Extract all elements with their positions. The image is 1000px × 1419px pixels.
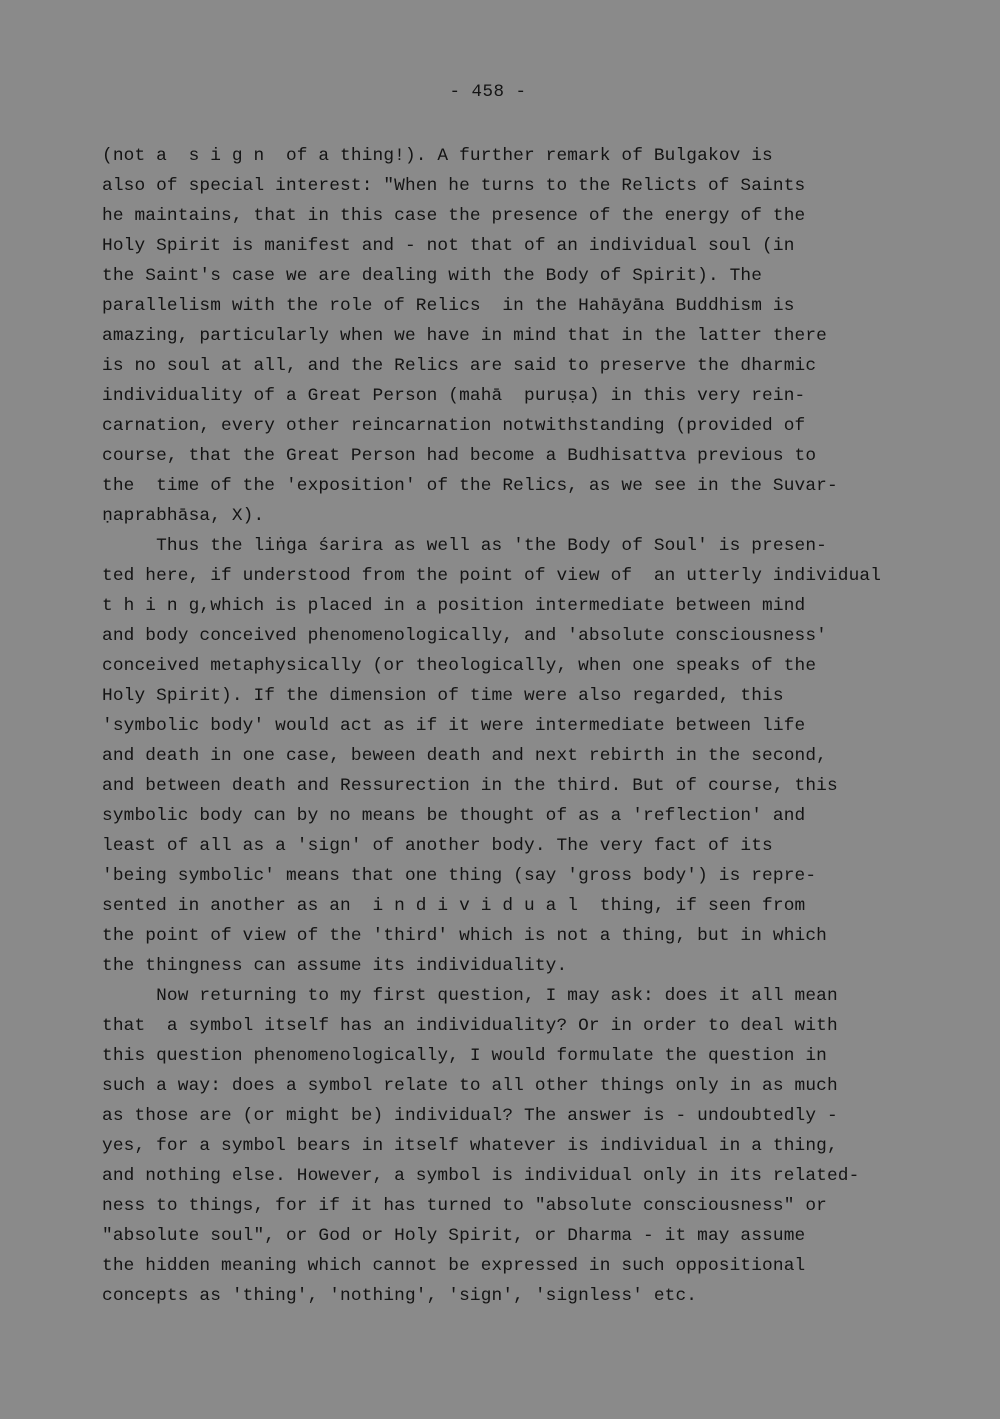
text-line: 'symbolic body' would act as if it were intermediate between life [102, 716, 806, 736]
page-number: - 458 - [449, 82, 527, 102]
text-line: the time of the 'exposition' of the Relics, as we see in the Suvar- [102, 476, 838, 496]
text-line: this question phenomenologically, I would formulate the question in [102, 1046, 827, 1066]
text-line: ness to things, for if it has turned to "absolute consciousness" or [102, 1196, 827, 1216]
text-line: t h i n g,which is placed in a position intermediate between mind [102, 596, 806, 616]
text-line: ted here, if understood from the point of view of an utterly individual [102, 566, 882, 586]
text-line: that a symbol itself has an individuality? Or in order to deal with [102, 1016, 838, 1036]
text-line: Thus the liṅga śarira as well as 'the Body of Soul' is presen- [102, 536, 827, 556]
text-line: concepts as 'thing', 'nothing', 'sign', 'signless' etc. [102, 1286, 698, 1306]
text-line: 'being symbolic' means that one thing (say 'gross body') is repre- [102, 866, 817, 886]
text-line: individuality of a Great Person (mahā puruṣa) in this very rein- [102, 386, 806, 406]
text-line: "absolute soul", or God or Holy Spirit, or Dharma - it may assume [102, 1226, 806, 1246]
text-line: such a way: does a symbol relate to all other things only in as much [102, 1076, 838, 1096]
text-line: is no soul at all, and the Relics are said to preserve the dharmic [102, 356, 817, 376]
text-line: yes, for a symbol bears in itself whatever is individual in a thing, [102, 1136, 838, 1156]
text-line: and between death and Ressurection in the third. But of course, this [102, 776, 838, 796]
text-line: and nothing else. However, a symbol is individual only in its related- [102, 1166, 860, 1186]
text-line: and death in one case, beween death and next rebirth in the second, [102, 746, 827, 766]
text-line: ṇaprabhāsa, X). [102, 506, 265, 526]
text-line: carnation, every other reincarnation notwithstanding (provided of [102, 416, 806, 436]
text-line: the hidden meaning which cannot be expressed in such oppositional [102, 1256, 806, 1276]
text-line: the thingness can assume its individuality. [102, 956, 568, 976]
text-line: conceived metaphysically (or theologically, when one speaks of the [102, 656, 817, 676]
body-text [102, 141, 922, 1311]
text-line: the point of view of the 'third' which is not a thing, but in which [102, 926, 827, 946]
text-line: and body conceived phenomenologically, and 'absolute consciousness' [102, 626, 827, 646]
text-line: also of special interest: "When he turns to the Relicts of Saints [102, 176, 806, 196]
text-line: Now returning to my first question, I may ask: does it all mean [102, 986, 838, 1006]
text-line: the Saint's case we are dealing with the Body of Spirit). The [102, 266, 763, 286]
text-line: symbolic body can by no means be thought of as a 'reflection' and [102, 806, 806, 826]
text-line: (not a s i g n of a thing!). A further remark of Bulgakov is [102, 146, 773, 166]
text-line: Holy Spirit). If the dimension of time were also regarded, this [102, 686, 784, 706]
text-line: as those are (or might be) individual? The answer is - undoubtedly - [102, 1106, 838, 1126]
text-line: amazing, particularly when we have in mind that in the latter there [102, 326, 827, 346]
text-line: course, that the Great Person had become a Budhisattva previous to [102, 446, 817, 466]
text-line: he maintains, that in this case the presence of the energy of the [102, 206, 806, 226]
text-line: least of all as a 'sign' of another body. The very fact of its [102, 836, 773, 856]
text-line: sented in another as an i n d i v i d u a l thing, if seen from [102, 896, 806, 916]
text-line: parallelism with the role of Relics in the Hahāyāna Buddhism is [102, 296, 795, 316]
text-line: Holy Spirit is manifest and - not that of an individual soul (in [102, 236, 795, 256]
